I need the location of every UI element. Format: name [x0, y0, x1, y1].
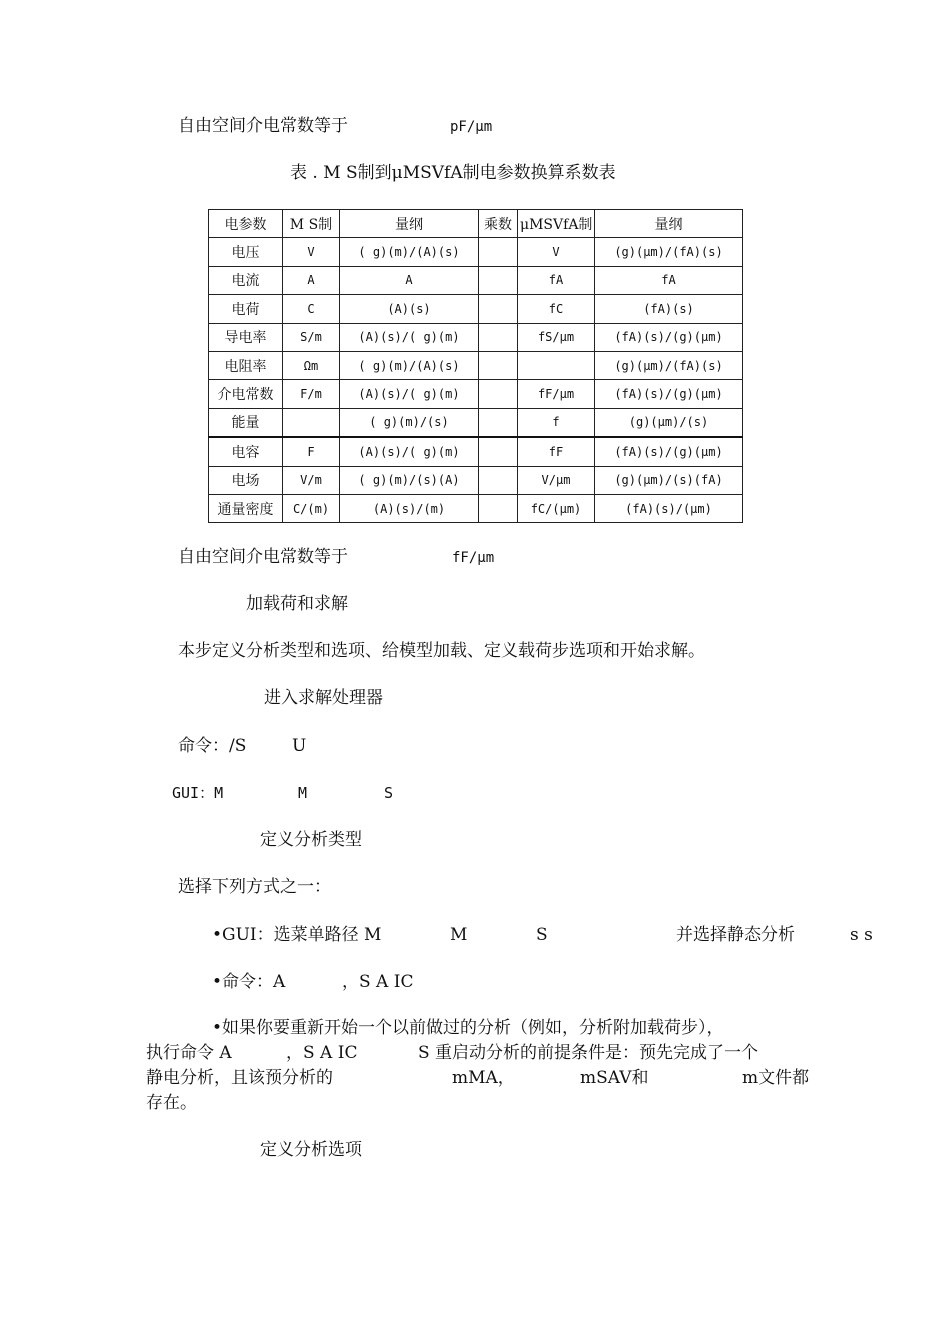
bullet-restart-line-3a: 静电分析，且该预分析的	[146, 1068, 333, 1088]
table-cell	[283, 408, 340, 437]
dielectric-constant-line-2	[178, 549, 348, 566]
bullet-gui-tail: s s	[850, 925, 873, 945]
table-cell	[479, 494, 518, 522]
table-cell: C	[283, 295, 340, 323]
bullet-restart-line-2b: ，S A IC	[286, 1043, 358, 1063]
table-cell: (g)(μm)/(s)(fA)	[595, 466, 743, 494]
table-cell: (g)(μm)/(s)	[595, 408, 743, 437]
table-cell	[479, 380, 518, 408]
section-heading-analysis-options: 定义分析选项	[260, 1140, 362, 1160]
table-cell: (A)(s)	[340, 295, 479, 323]
section-heading-analysis-type: 定义分析类型	[260, 830, 362, 850]
table-cell: V	[518, 238, 595, 266]
gui-path-part-3: S	[384, 784, 394, 802]
table-row	[209, 437, 743, 466]
section-heading-solver: 进入求解处理器	[264, 688, 383, 708]
header-cell: 乘数	[479, 210, 518, 238]
intro-paragraph: 本步定义分析类型和选项、给模型加载、定义载荷步选项和开始求解。	[178, 641, 705, 661]
table-cell	[479, 238, 518, 266]
table-cell: C/(m)	[283, 494, 340, 522]
gui-path-solu: GUI：M	[172, 784, 224, 802]
table-cell: (fA)(s)/(g)(μm)	[595, 380, 743, 408]
table-cell: fC/(μm)	[518, 494, 595, 522]
bullet-restart-line-3c: mSAV和	[580, 1068, 649, 1088]
table-cell: (g)(μm)/(fA)(s)	[595, 351, 743, 379]
dielectric-constant-unit-2: fF/μm	[452, 550, 495, 566]
table-cell	[518, 351, 595, 379]
dielectric-constant-line-1	[178, 118, 348, 135]
table-row	[209, 238, 743, 266]
table-cell: ( g)(m)/(s)	[340, 408, 479, 437]
command-solu-tail: U	[292, 736, 307, 756]
table-cell: 电荷	[209, 295, 283, 323]
table-cell	[479, 295, 518, 323]
header-cell: 量纲	[595, 210, 743, 238]
table-cell: F/m	[283, 380, 340, 408]
table-cell: (A)(s)/( g)(m)	[340, 380, 479, 408]
header-cell: 量纲	[340, 210, 479, 238]
table-cell: fA	[595, 266, 743, 294]
table-title: 表 . M S制到μMSVfA制电参数换算系数表	[290, 163, 616, 183]
table-row	[209, 494, 743, 522]
bullet-gui-path: •GUI：选菜单路径 M	[212, 925, 382, 945]
table-cell	[479, 466, 518, 494]
table-cell: ( g)(m)/(A)(s)	[340, 351, 479, 379]
command-label: 命令：/S	[178, 736, 247, 756]
bullet-restart-line-4: 存在。	[146, 1093, 197, 1113]
table-cell	[479, 408, 518, 437]
bullet-command: •命令：A	[212, 972, 286, 992]
table-cell	[479, 323, 518, 351]
dielectric-constant-label: 自由空间介电常数等于	[178, 547, 348, 567]
bullet-restart-line-2c: S 重启动分析的前提条件是：预先完成了一个	[418, 1043, 759, 1063]
table-cell: Ωm	[283, 351, 340, 379]
table-row	[209, 266, 743, 294]
table-cell: (A)(s)/( g)(m)	[340, 437, 479, 466]
table-row	[209, 295, 743, 323]
bullet-gui-part-3: S	[536, 925, 548, 945]
table-cell: F	[283, 437, 340, 466]
table-cell: A	[340, 266, 479, 294]
table-cell: 能量	[209, 408, 283, 437]
table-cell: 介电常数	[209, 380, 283, 408]
bullet-restart-line-3d: m文件都	[742, 1068, 810, 1088]
header-cell: M S制	[283, 210, 340, 238]
unit-conversion-table	[208, 209, 743, 523]
bullet-command-tail: ，S A IC	[342, 972, 414, 992]
table-cell: fC	[518, 295, 595, 323]
header-cell: 电参数	[209, 210, 283, 238]
table-row	[209, 466, 743, 494]
table-cell	[479, 437, 518, 466]
table-cell: f	[518, 408, 595, 437]
table-cell: (fA)(s)/(g)(μm)	[595, 437, 743, 466]
table-row	[209, 380, 743, 408]
table-cell: (A)(s)/( g)(m)	[340, 323, 479, 351]
table-cell: (fA)(s)	[595, 295, 743, 323]
gui-path-part-2: M	[298, 784, 308, 802]
table-cell: 通量密度	[209, 494, 283, 522]
bullet-restart-line-2a: 执行命令 A	[146, 1043, 232, 1063]
table-row	[209, 351, 743, 379]
table-header-row	[209, 210, 743, 238]
table-cell: (fA)(s)/(μm)	[595, 494, 743, 522]
table-cell: V	[283, 238, 340, 266]
table-cell: V/μm	[518, 466, 595, 494]
table-cell: ( g)(m)/(s)(A)	[340, 466, 479, 494]
table-cell: 导电率	[209, 323, 283, 351]
table-row	[209, 408, 743, 437]
table-cell: fA	[518, 266, 595, 294]
choose-one-text: 选择下列方式之一：	[178, 877, 331, 897]
command-solu	[178, 738, 246, 755]
table-cell: 电容	[209, 437, 283, 466]
table-cell	[479, 266, 518, 294]
table-cell: (A)(s)/(m)	[340, 494, 479, 522]
bullet-gui-part-2: M	[450, 925, 468, 945]
bullet-static-analysis: 并选择静态分析	[676, 925, 795, 945]
section-heading-load-solve: 加载荷和求解	[246, 594, 348, 614]
table-cell: ( g)(m)/(A)(s)	[340, 238, 479, 266]
table-cell: 电阻率	[209, 351, 283, 379]
table-row	[209, 323, 743, 351]
dielectric-constant-unit-1: pF/μm	[450, 119, 493, 135]
table-cell	[479, 351, 518, 379]
table-cell: 电压	[209, 238, 283, 266]
table-cell: (g)(μm)/(fA)(s)	[595, 238, 743, 266]
table-cell: A	[283, 266, 340, 294]
table-cell: 电场	[209, 466, 283, 494]
table-cell: (fA)(s)/(g)(μm)	[595, 323, 743, 351]
table-cell: fS/μm	[518, 323, 595, 351]
table-cell: V/m	[283, 466, 340, 494]
table-cell: fF	[518, 437, 595, 466]
bullet-restart-line-1: •如果你要重新开始一个以前做过的分析（例如，分析附加载荷步），	[212, 1018, 724, 1038]
table-cell: S/m	[283, 323, 340, 351]
dielectric-constant-label: 自由空间介电常数等于	[178, 116, 348, 136]
bullet-restart-line-3b: mMA，	[452, 1068, 515, 1088]
table-cell: 电流	[209, 266, 283, 294]
header-cell: μMSVfA制	[518, 210, 595, 238]
table-cell: fF/μm	[518, 380, 595, 408]
